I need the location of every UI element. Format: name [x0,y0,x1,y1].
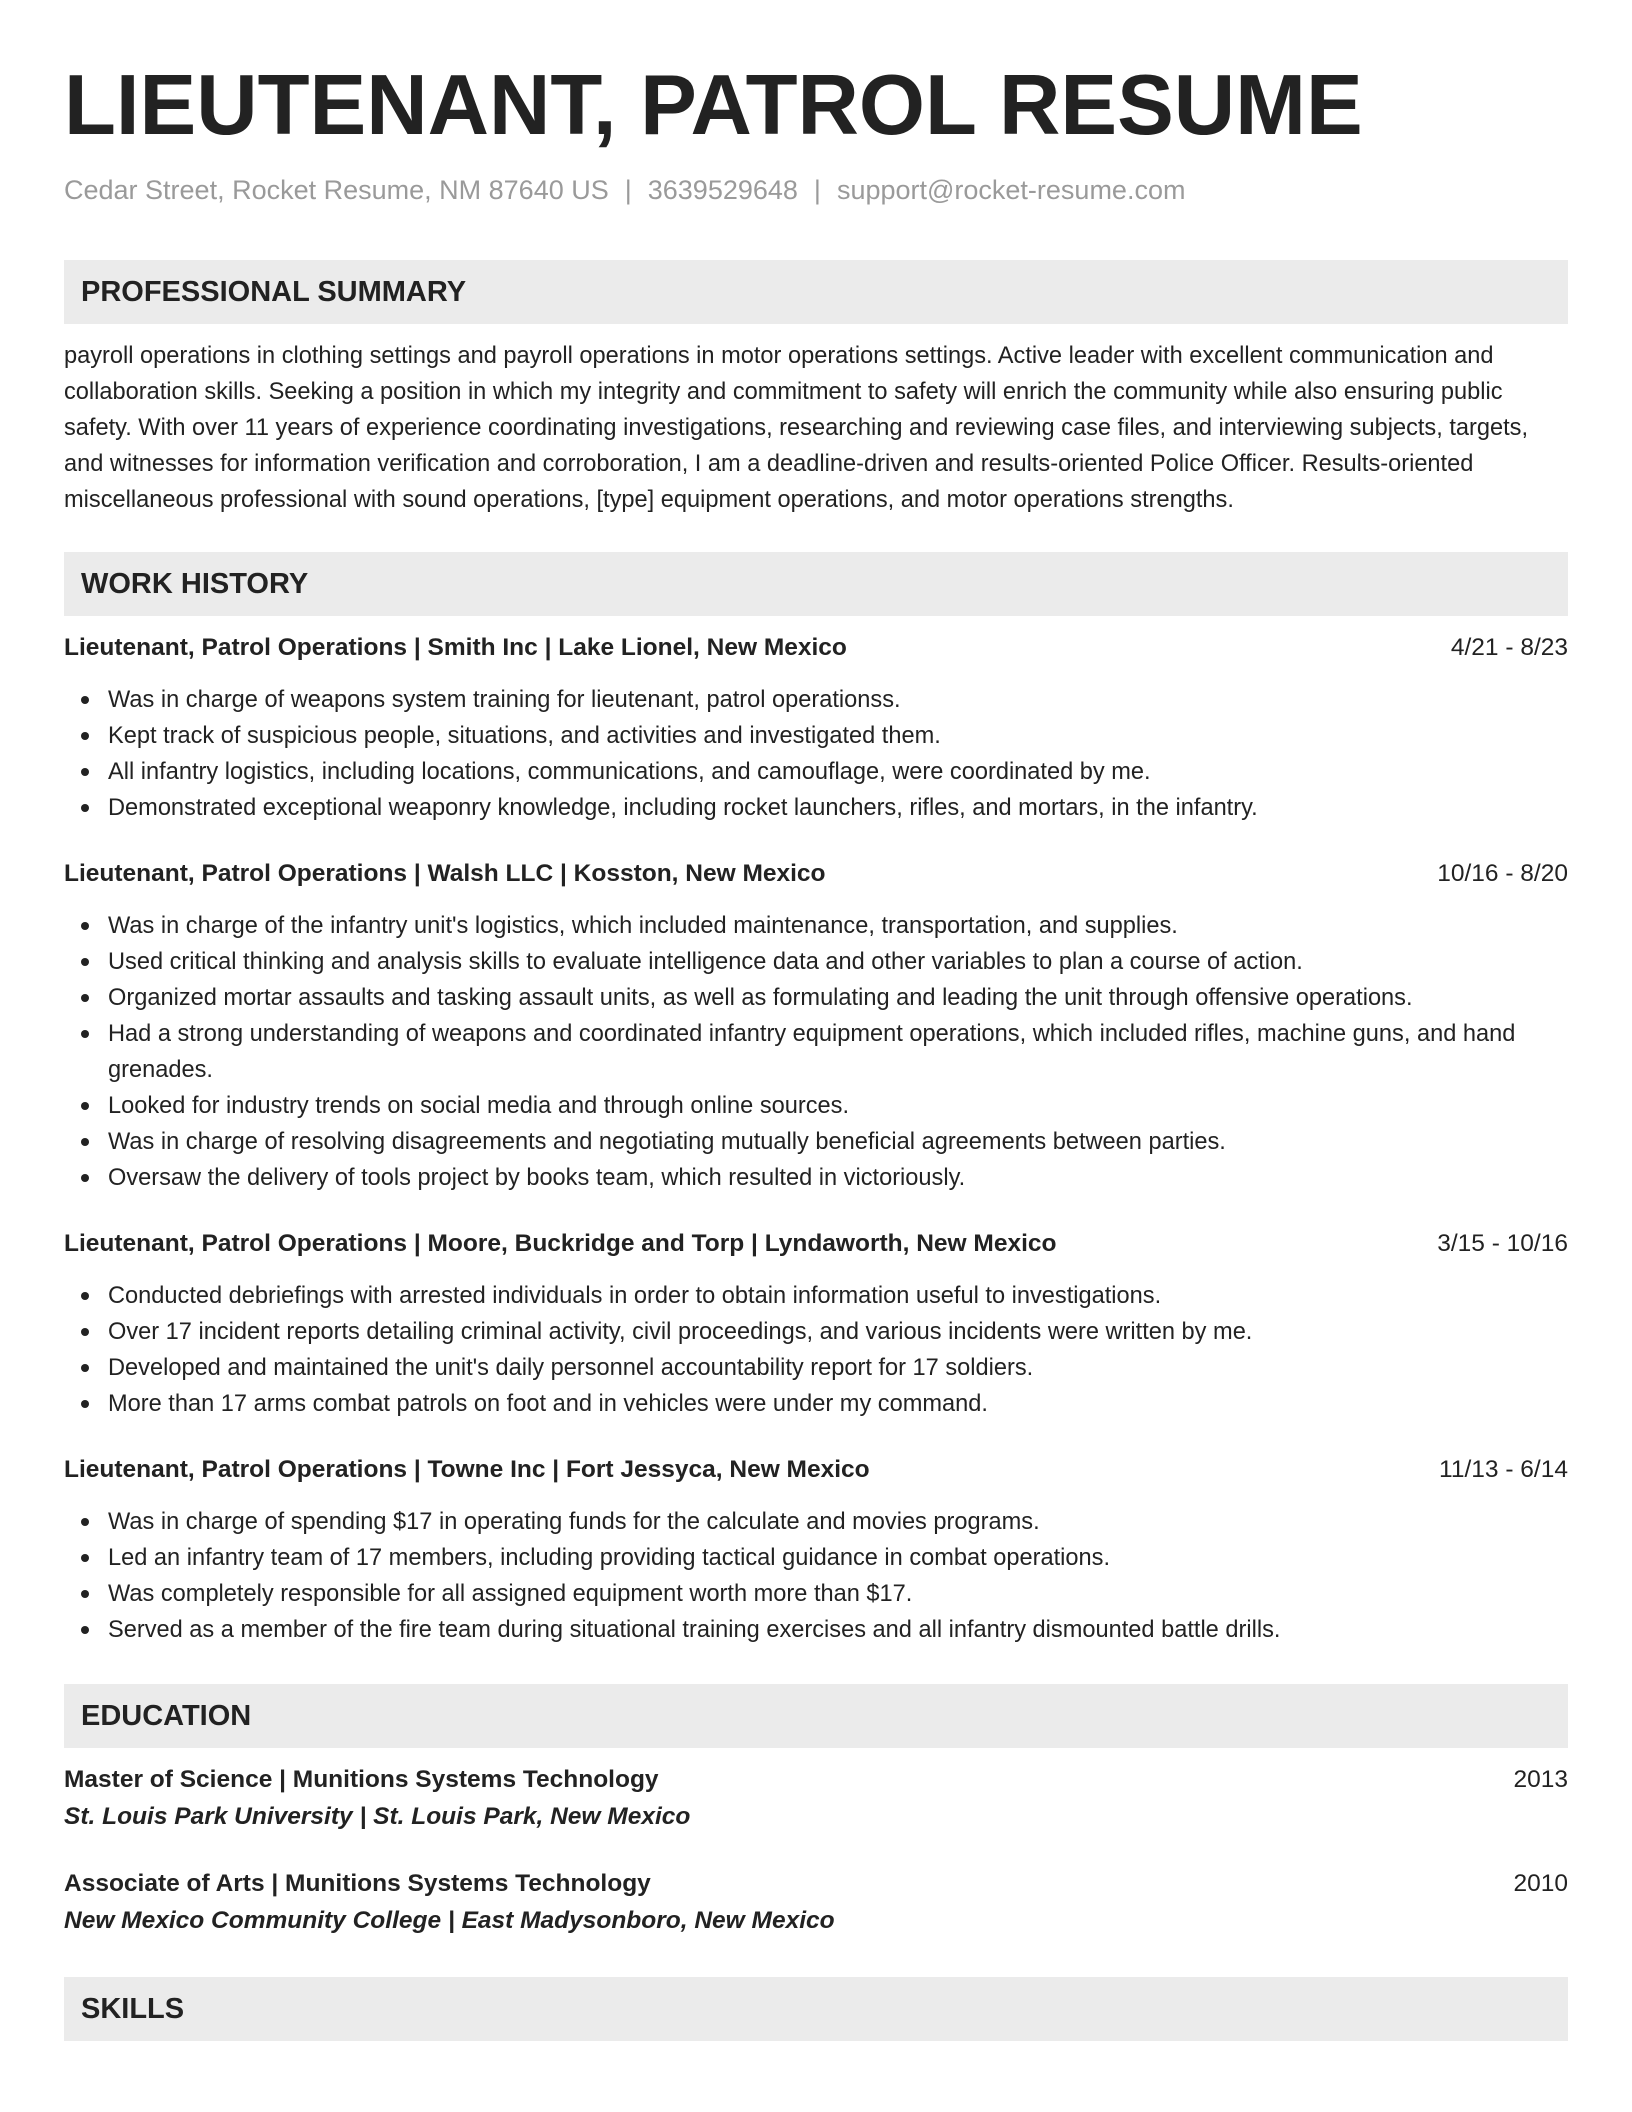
bullet-dot-icon [81,1138,89,1146]
bullet-item [108,790,1568,826]
bullet-text: Was in charge of resolving disagreements and negotiating mutually beneficial agreements between parties. [108,1129,1226,1155]
contact-line [64,172,1568,208]
bullet-dot-icon [81,1554,89,1562]
bullet-item [108,1278,1568,1314]
bullet-dot-icon [81,696,89,704]
section-header-work-history: WORK HISTORY [64,552,1568,616]
bullet-text: Demonstrated exceptional weaponry knowledge, including rocket launchers, rifles, and mortars, in the infantry. [108,795,1258,821]
bullet-dot-icon [81,1174,89,1182]
bullet-text: Kept track of suspicious people, situations, and activities and investigated them. [108,723,941,749]
job-bullets [64,1504,1568,1648]
job-header [64,1452,1568,1488]
bullet-dot-icon [81,1292,89,1300]
bullet-item [108,718,1568,754]
bullet-item [108,1088,1568,1124]
bullet-dot-icon [81,994,89,1002]
bullet-text: Was in charge of the infantry unit's logistics, which included maintenance, transportation, and supplies. [108,913,1178,939]
job-title: Lieutenant, Patrol Operations | Smith Inc | Lake Lionel, New Mexico [64,634,847,661]
bullet-dot-icon [81,958,89,966]
bullet-item [108,1350,1568,1386]
job-dates: 10/16 - 8/20 [1437,860,1568,887]
bullet-dot-icon [81,1626,89,1634]
bullet-item [108,1160,1568,1196]
bullet-dot-icon [81,1364,89,1372]
contact-phone: 3639529648 [647,175,798,205]
education-entry [64,1866,1568,1940]
bullet-dot-icon [81,1102,89,1110]
bullet-dot-icon [81,1518,89,1526]
contact-address: Cedar Street, Rocket Resume, NM 87640 US [64,175,609,205]
summary-text: payroll operations in clothing settings and payroll operations in motor operations settings. Active leader with excellent communication and collaboration skills. Seeking a position in which my integrity and commitment to safety will enrich the community while also ensuring public safety. With over 11 years of experience coordinating investigations, researching and reviewing case files, and interviewing subjects, targets, and witnesses for information verification and corroboration, I am a deadline-driven and results-oriented Police Officer. Results-oriented miscellaneous professional with sound operations, [type] equipment operations, and motor operations strengths. [64,343,1529,513]
education-header [64,1762,1568,1798]
bullet-item [108,1314,1568,1350]
bullet-dot-icon [81,804,89,812]
bullet-text: Over 17 incident reports detailing criminal activity, civil proceedings, and various incidents were written by me. [108,1319,1253,1345]
bullet-dot-icon [81,1328,89,1336]
resume-title: LIEUTENANT, PATROL RESUME [64,58,1363,153]
bullet-item [108,980,1568,1016]
bullet-text: Served as a member of the fire team during situational training exercises and all infantry dismounted battle drills. [108,1617,1281,1643]
contact-separator: | [813,175,821,205]
bullet-text: Used critical thinking and analysis skills to evaluate intelligence data and other variables to plan a course of action. [108,949,1303,975]
bullet-item [108,1386,1568,1422]
bullet-dot-icon [81,1030,89,1038]
job-entry [64,1452,1568,1648]
bullet-item [108,754,1568,790]
job-header [64,1226,1568,1262]
bullet-item [108,1540,1568,1576]
job-header [64,856,1568,892]
bullet-item [108,1612,1568,1648]
section-header-education: EDUCATION [64,1684,1568,1748]
bullet-text: Organized mortar assaults and tasking assault units, as well as formulating and leading the unit through offensive operations. [108,985,1413,1011]
contact-email: support@rocket-resume.com [836,175,1186,205]
job-title: Lieutenant, Patrol Operations | Moore, Buckridge and Torp | Lyndaworth, New Mexico [64,1230,1057,1257]
bullet-item [108,908,1568,944]
job-dates: 4/21 - 8/23 [1450,634,1568,661]
bullet-item [108,682,1568,718]
education-school: New Mexico Community College | East Madysonboro, New Mexico [64,1907,835,1934]
bullet-text: Developed and maintained the unit's daily personnel accountability report for 17 soldiers. [108,1355,1034,1381]
bullet-text: Was in charge of weapons system training for lieutenant, patrol operationss. [108,687,901,713]
job-header [64,630,1568,666]
contact-separator: | [624,175,632,205]
education-entry [64,1762,1568,1836]
job-title: Lieutenant, Patrol Operations | Walsh LLC | Kosston, New Mexico [64,860,826,887]
bullet-text: Had a strong understanding of weapons and coordinated infantry equipment operations, which included rifles, machine guns, and hand grenades. [108,1021,1516,1083]
bullet-dot-icon [81,1400,89,1408]
education-year: 2013 [1513,1766,1568,1793]
bullet-item [108,1504,1568,1540]
bullet-dot-icon [81,732,89,740]
bullet-item [108,944,1568,980]
bullet-item [108,1016,1568,1088]
job-dates: 3/15 - 10/16 [1437,1230,1568,1257]
bullet-text: Oversaw the delivery of tools project by books team, which resulted in victoriously. [108,1165,966,1191]
bullet-text: All infantry logistics, including locations, communications, and camouflage, were coordinated by me. [108,759,1151,785]
bullet-text: Was completely responsible for all assigned equipment worth more than $17. [108,1581,913,1607]
bullet-text: Was in charge of spending $17 in operating funds for the calculate and movies programs. [108,1509,1040,1535]
bullet-dot-icon [81,768,89,776]
bullet-item [108,1124,1568,1160]
job-entry [64,856,1568,1196]
bullet-text: Conducted debriefings with arrested individuals in order to obtain information useful to investigations. [108,1283,1162,1309]
education-header [64,1866,1568,1902]
job-entry [64,1226,1568,1422]
resume-page [64,0,1568,2041]
bullet-text: Led an infantry team of 17 members, including providing tactical guidance in combat operations. [108,1545,1110,1571]
bullet-dot-icon [81,1590,89,1598]
bullet-dot-icon [81,922,89,930]
job-title: Lieutenant, Patrol Operations | Towne Inc | Fort Jessyca, New Mexico [64,1456,870,1483]
bullet-item [108,1576,1568,1612]
section-header-summary: PROFESSIONAL SUMMARY [64,260,1568,324]
job-dates: 11/13 - 6/14 [1439,1456,1568,1483]
job-bullets [64,908,1568,1196]
education-school: St. Louis Park University | St. Louis Park, New Mexico [64,1803,691,1830]
job-entry [64,630,1568,826]
education-degree: Associate of Arts | Munitions Systems Technology [64,1870,651,1897]
education-degree: Master of Science | Munitions Systems Technology [64,1766,659,1793]
education-year: 2010 [1513,1870,1568,1897]
section-header-skills: SKILLS [64,1977,1568,2041]
job-bullets [64,1278,1568,1422]
job-bullets [64,682,1568,826]
bullet-text: Looked for industry trends on social media and through online sources. [108,1093,850,1119]
bullet-text: More than 17 arms combat patrols on foot and in vehicles were under my command. [108,1391,988,1417]
